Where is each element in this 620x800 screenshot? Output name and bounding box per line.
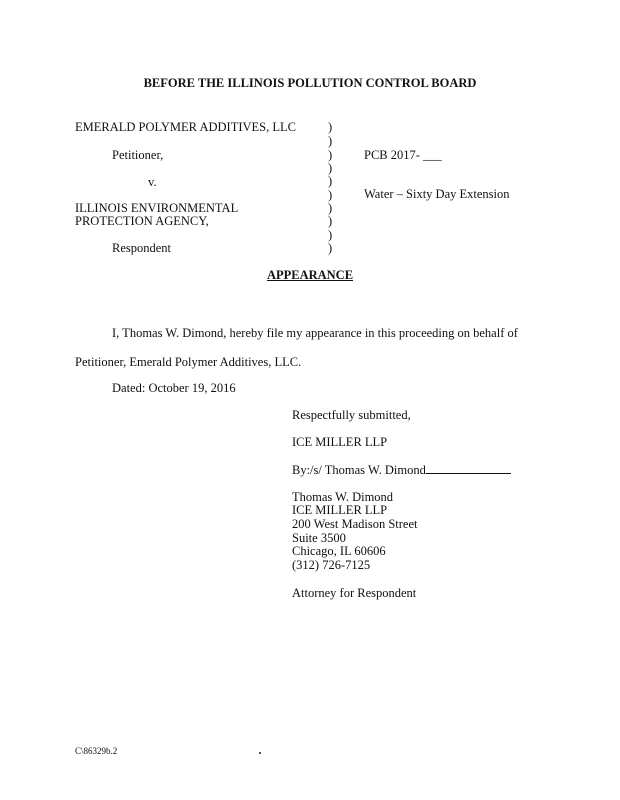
address-line-1: 200 West Madison Street bbox=[292, 517, 418, 531]
closing: Respectfully submitted, bbox=[292, 408, 411, 422]
respondent-role: Respondent bbox=[112, 241, 172, 255]
case-number-prefix: PCB 2017- bbox=[364, 148, 420, 162]
petitioner-role: Petitioner, bbox=[112, 148, 164, 162]
page-mark bbox=[259, 752, 261, 754]
caption-paren: ) bbox=[328, 161, 333, 175]
caption-paren: ) bbox=[328, 148, 333, 162]
document-id: C\86329b.2 bbox=[75, 746, 118, 756]
caption-paren: ) bbox=[328, 201, 333, 215]
caption-paren: ) bbox=[328, 174, 333, 188]
document-title: BEFORE THE ILLINOIS POLLUTION CONTROL BOARD bbox=[143, 76, 477, 90]
case-number bbox=[364, 148, 442, 162]
phone-number: (312) 726-7125 bbox=[292, 558, 371, 572]
caption-paren: ) bbox=[328, 214, 333, 228]
signature-line bbox=[292, 462, 511, 477]
firm-name: ICE MILLER LLP bbox=[292, 435, 388, 449]
dated-line: Dated: October 19, 2016 bbox=[112, 381, 236, 395]
caption-paren: ) bbox=[328, 241, 333, 255]
respondent-name-line2: PROTECTION AGENCY, bbox=[75, 214, 209, 228]
appearance-heading: APPEARANCE bbox=[266, 268, 354, 282]
versus-label: v. bbox=[148, 175, 157, 189]
case-number-blank: ___ bbox=[423, 148, 442, 162]
caption-paren: ) bbox=[328, 228, 333, 242]
signature-by: By:/s/ Thomas W. Dimond bbox=[292, 463, 426, 477]
case-type: Water – Sixty Day Extension bbox=[364, 187, 510, 201]
firm-name-2: ICE MILLER LLP bbox=[292, 503, 388, 517]
signature-underline bbox=[426, 462, 511, 474]
caption-paren: ) bbox=[328, 120, 333, 134]
body-line-1: I, Thomas W. Dimond, hereby file my appearance in this proceeding on behalf of bbox=[112, 326, 518, 340]
petitioner-name: EMERALD POLYMER ADDITIVES, LLC bbox=[75, 120, 296, 134]
body-line-2: Petitioner, Emerald Polymer Additives, LLC. bbox=[75, 355, 302, 369]
attorney-role: Attorney for Respondent bbox=[292, 586, 417, 600]
respondent-name-line1: ILLINOIS ENVIRONMENTAL bbox=[75, 201, 239, 215]
caption-paren: ) bbox=[328, 188, 333, 202]
attorney-name: Thomas W. Dimond bbox=[292, 490, 394, 504]
caption-paren: ) bbox=[328, 134, 333, 148]
address-line-2: Suite 3500 bbox=[292, 531, 346, 545]
address-line-3: Chicago, IL 60606 bbox=[292, 544, 386, 558]
